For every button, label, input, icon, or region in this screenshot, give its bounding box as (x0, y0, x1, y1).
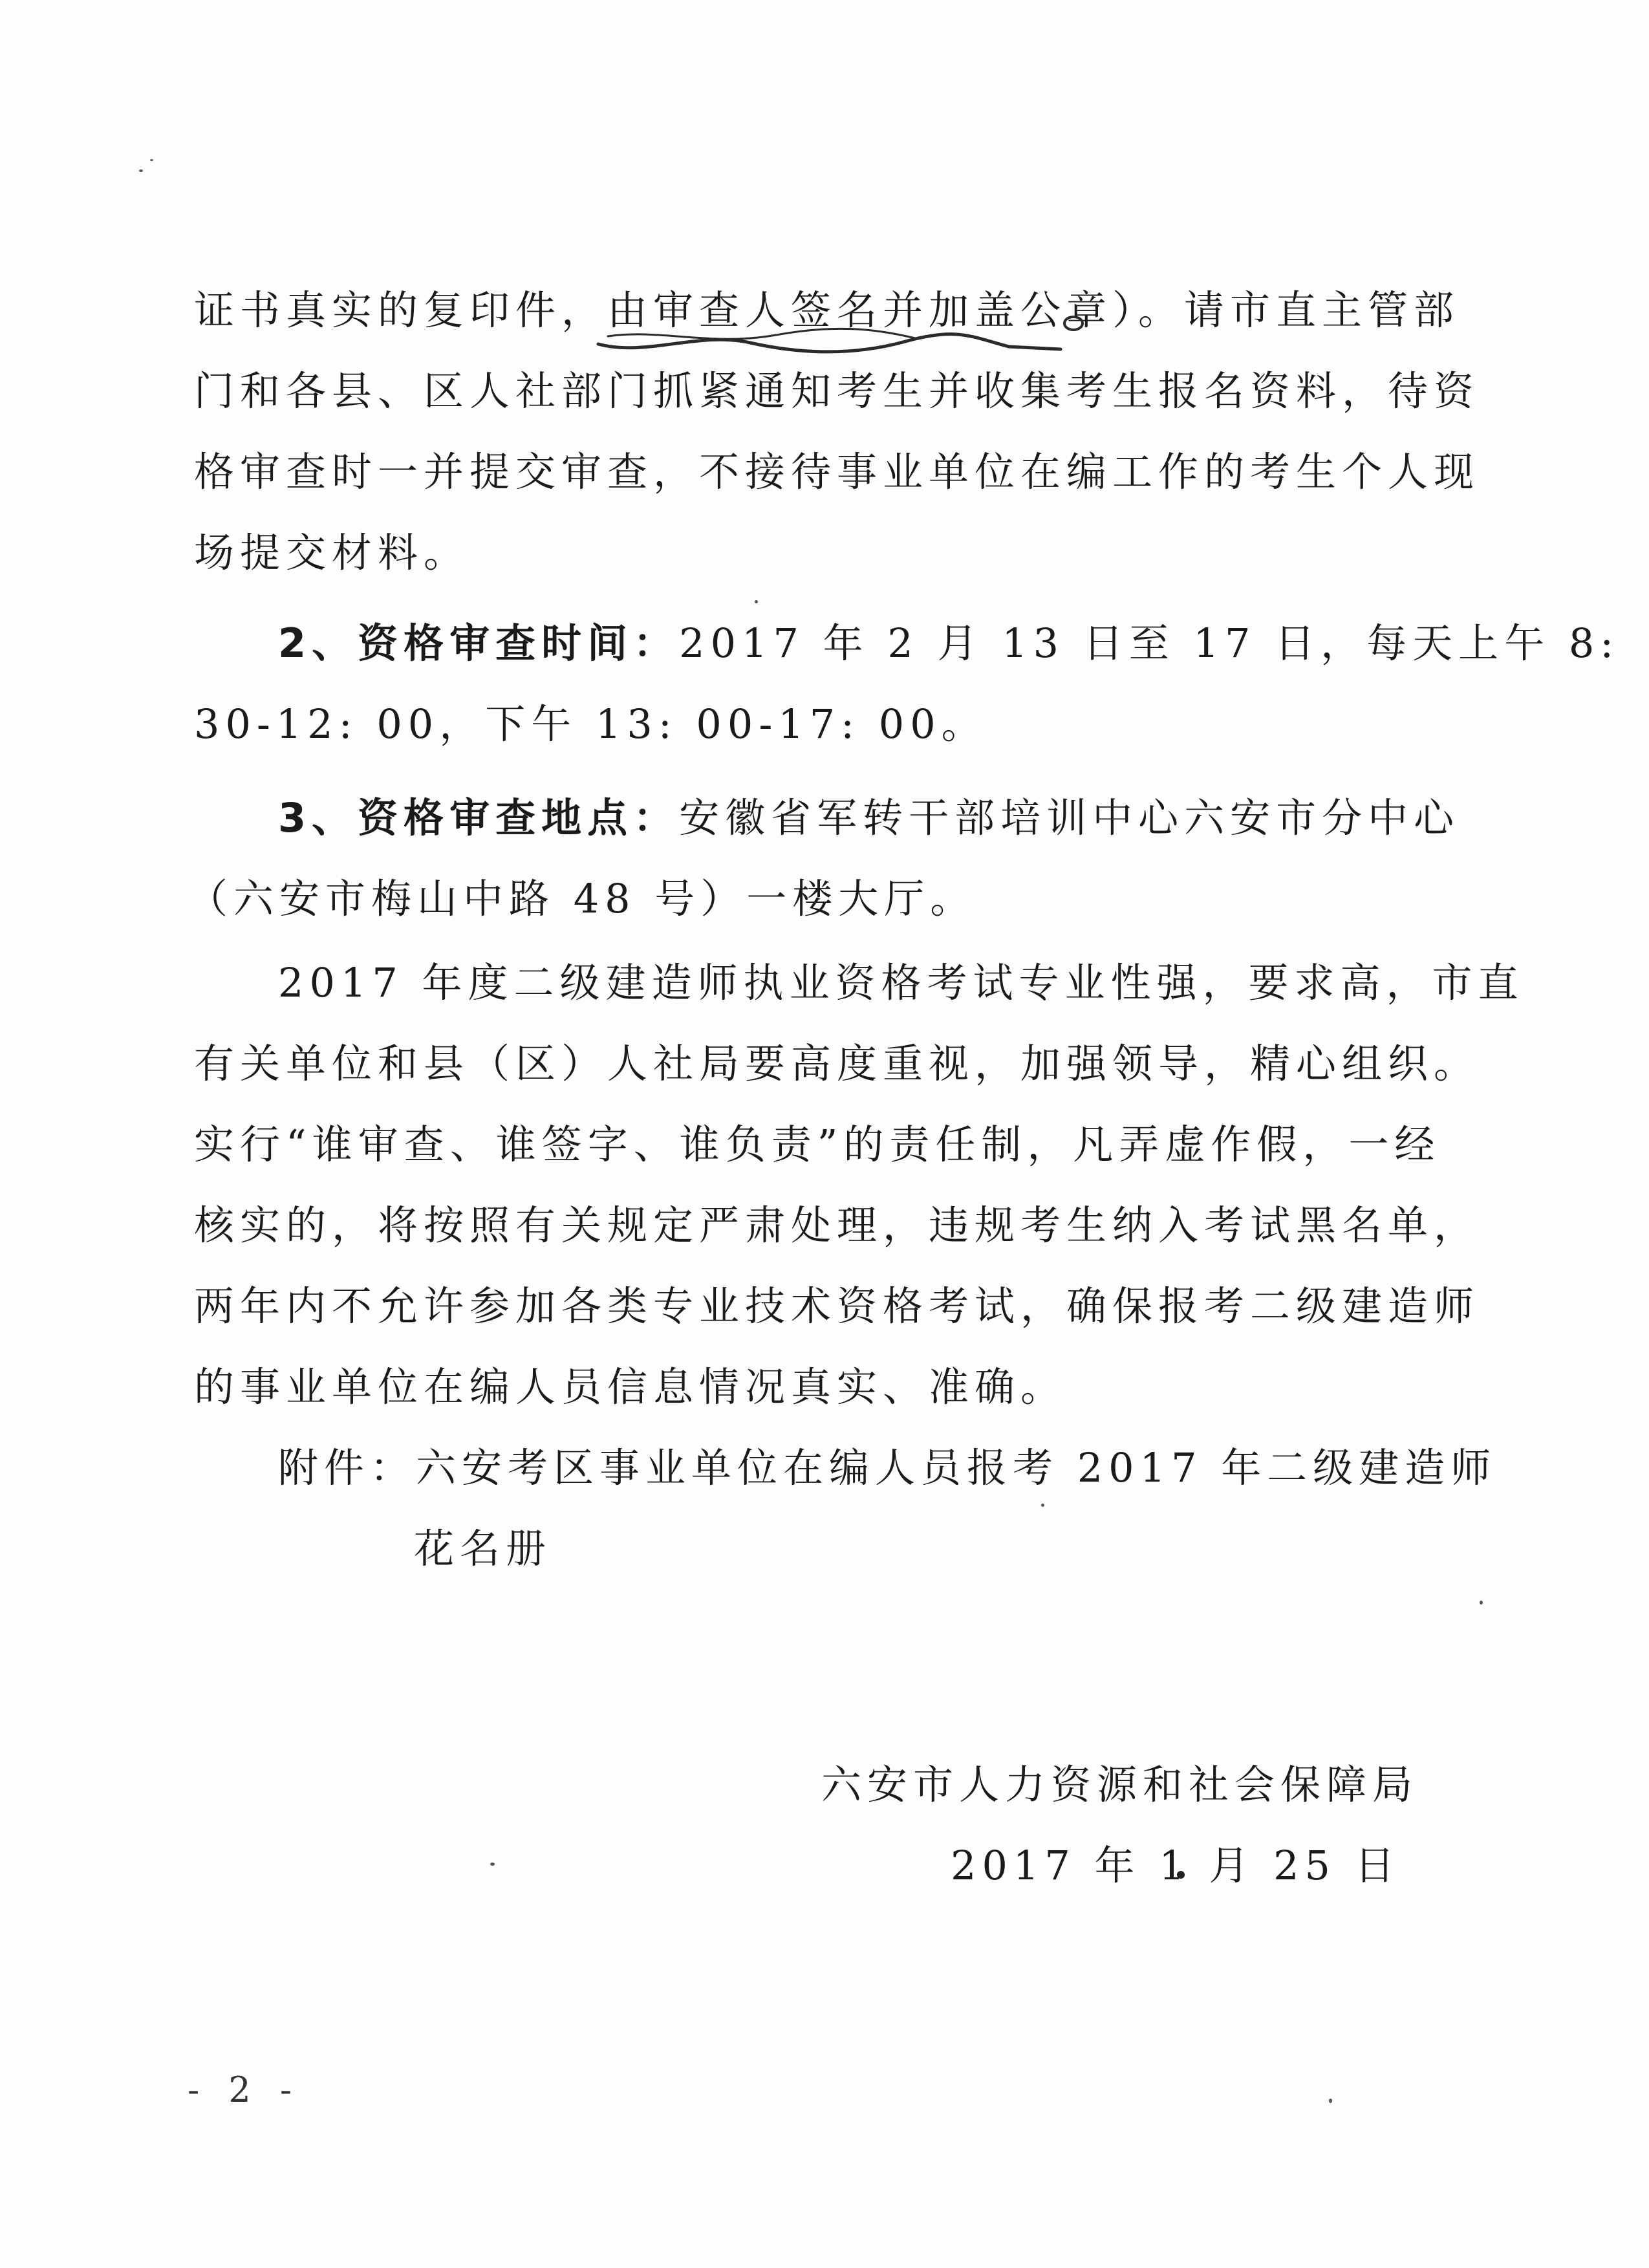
attachment-line-1 (278, 1442, 1497, 1494)
text-segment: 实行“谁审查、谁签字、谁负责”的责任制，凡弄虚作假，一经 (194, 1121, 1441, 1168)
scan-speck (755, 600, 758, 603)
page-number: - 2 - (188, 2069, 301, 2110)
scan-speck (139, 169, 143, 172)
issuer-name: 六安市人力资源和社会保障局 (821, 1761, 1419, 1808)
main-paragraph-line-2 (194, 1038, 1480, 1090)
item-3-line-2 (188, 873, 1468, 925)
attachment-title: 六安考区事业单位在编人员报考 2017 年二级建造师 (416, 1444, 1497, 1491)
item-2-text: 2017 年 2 月 13 日至 17 日，每天上午 8: (679, 620, 1620, 667)
text-segment: 门和各县、区人社部门抓紧通知考生并收集考生报名资料，待资 (194, 367, 1480, 415)
main-paragraph-line-4 (194, 1200, 1480, 1251)
paragraph-1-line-2 (194, 365, 1480, 417)
underlined-text-segment: 由审查人签名并加盖公章） (607, 286, 1139, 334)
item-2-line-1 (278, 618, 1620, 669)
text-segment: 格审查时一并提交审查，不接待事业单位在编工作的考生个人现 (194, 448, 1480, 495)
issue-date: 2017 年 1 月 25 日 (951, 1842, 1401, 1889)
scan-speck (1480, 1601, 1483, 1604)
scan-speck (490, 1863, 495, 1866)
scan-speck (1329, 2099, 1332, 2103)
text-segment: 2017 年度二级建造师执业资格考试专业性强，要求高，市直 (278, 959, 1524, 1006)
attachment-label: 附件： (278, 1444, 416, 1491)
item-3-text: 安徽省军转干部培训中心六安市分中心 (679, 794, 1460, 841)
item-2-line-2 (194, 698, 1474, 750)
text-segment: 场提交材料。 (194, 529, 470, 576)
paragraph-1-line-3 (194, 446, 1480, 498)
paragraph-1-line-1 (194, 285, 1474, 336)
attachment-line-2 (414, 1523, 802, 1575)
main-paragraph-line-3 (194, 1119, 1474, 1171)
main-paragraph-line-5 (194, 1280, 1480, 1332)
item-3-line-1 (278, 792, 1474, 844)
item-3-text-continued: （六安市梅山中路 48 号）一楼大厅。 (188, 875, 976, 922)
scan-speck (1041, 1504, 1044, 1507)
text-segment: 两年内不允许参加各类专业技术资格考试，确保报考二级建造师 (194, 1282, 1480, 1330)
text-segment: 核实的，将按照有关规定严肃处理，违规考生纳入考试黑名单， (194, 1202, 1480, 1249)
scan-speck (150, 159, 153, 161)
attachment-title-continued: 花名册 (414, 1525, 552, 1572)
main-paragraph-line-1 (278, 957, 1524, 1009)
main-paragraph-line-6 (194, 1361, 1474, 1413)
text-segment: 有关单位和县（区）人社局要高度重视，加强领导，精心组织。 (194, 1040, 1480, 1087)
item-2-text-continued: 30-12: 00，下午 13: 00-17: 00。 (194, 700, 987, 748)
text-segment: 的事业单位在编人员信息情况真实、准确。 (194, 1363, 1067, 1410)
item-3-label: 3、资格审查地点： (278, 794, 680, 841)
paragraph-1-line-4 (194, 527, 1474, 579)
text-segment: 证书真实的复印件， (194, 286, 608, 334)
text-segment: 。请市直主管部 (1138, 286, 1460, 334)
item-2-label: 2、资格审查时间： (278, 620, 680, 667)
